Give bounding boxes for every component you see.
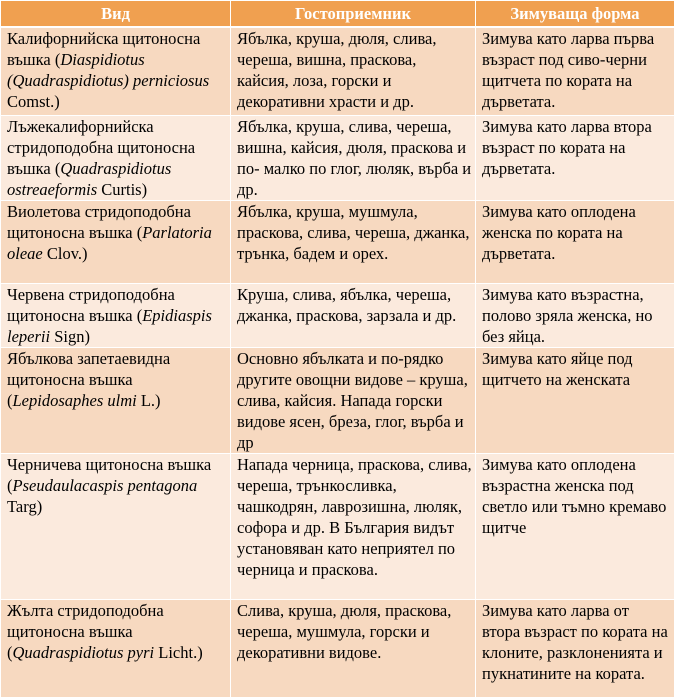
latin-name: Epidiaspis leperii (7, 306, 212, 346)
table-row (1, 453, 674, 599)
table-row (1, 200, 674, 283)
species-cell (1, 115, 231, 200)
overwintering-cell: Зимува като оплодена възрастна женска под светло или тъмно кремаво щитче (476, 453, 674, 599)
overwintering-cell: Зимува като ларва от втора възраст по кората на клоните, разклоненията и пукнатините на кората. (476, 599, 674, 697)
overwintering-cell: Зимува като ларва втора възраст по кората на дърветата. (476, 115, 674, 200)
species-cell (1, 347, 231, 453)
species-cell (1, 453, 231, 599)
latin-name: Parlatoria oleae (7, 223, 212, 263)
table-row (1, 27, 674, 115)
species-name: Ябълкова запетаевидна щитоносна въшка ( (7, 349, 170, 410)
species-name: Виолетова стридоподобна щитоносна въшка ( (7, 202, 191, 242)
host-cell: Круша, слива, ябълка, череша, джанка, праскова, зарзала и др. (231, 283, 476, 347)
species-name: Червена стридоподобна щитоносна въшка ( (7, 285, 175, 325)
species-name: Лъжекалифорнийска стридоподобна щитоносна въшка ( (7, 117, 195, 178)
host-cell: Слива, круша, дюля, праскова, череша, мушмула, горски и декоративни видове. (231, 599, 476, 697)
latin-name: Diaspidiotus (Quadraspidiotus) perniciosus (7, 50, 209, 90)
species-cell (1, 599, 231, 697)
species-cell (1, 283, 231, 347)
latin-name: Lepidosaphes ulmi (13, 391, 137, 410)
species-name: Черничева щитоносна въшка ( (7, 455, 211, 495)
table-row (1, 283, 674, 347)
host-cell: Ябълка, круша, мушмула, праскова, слива, череша, джанка, трънка, бадем и орех. (231, 200, 476, 283)
species-cell (1, 200, 231, 283)
host-cell: Напада черница, праскова, слива, череша, трънкосливка, чашкодрян, лаврозишна, люляк, софора и др. В България видът установяван като неприятел по черница и праскова. (231, 453, 476, 599)
header-species: Вид (1, 1, 231, 28)
author-name: Curtis) (97, 180, 147, 199)
host-cell: Основно ябълката и по-рядко другите овощни видове – круша, слива, кайсия. Напада горски видове ясен, бреза, глог, върба и др (231, 347, 476, 453)
overwintering-cell: Зимува като оплодена женска по кората на дърветата. (476, 200, 674, 283)
host-cell: Ябълка, круша, дюля, слива, череша, вишна, праскова, кайсия, лоза, горски и декоративни храсти и др. (231, 27, 476, 115)
author-name: Sign) (50, 327, 90, 346)
header-host: Гостоприемник (231, 1, 476, 28)
table-header (1, 1, 674, 28)
latin-name: Quadraspidiotus pyri (13, 643, 155, 662)
species-name: Калифорнийска щитоносна въшка ( (7, 29, 200, 69)
table-row (1, 599, 674, 697)
latin-name: Pseudaulacaspis pentagona (13, 476, 198, 495)
author-name: Targ) (7, 497, 42, 516)
species-cell (1, 27, 231, 115)
header-row (1, 1, 674, 28)
author-name: L.) (137, 391, 161, 410)
author-name: Licht.) (154, 643, 203, 662)
table-body (1, 27, 674, 697)
species-name: Жълта стридоподобна щитоносна въшка ( (7, 601, 164, 662)
author-name: Clov.) (43, 244, 88, 263)
overwintering-cell: Зимува като ларва първа възраст под сиво-черни щитчета по кората на дърветата. (476, 27, 674, 115)
host-cell: Ябълка, круша, слива, череша, вишна, кайсия, дюля, праскова и по- малко по глог, люляк, върба и др. (231, 115, 476, 200)
table-row (1, 347, 674, 453)
table-row (1, 115, 674, 200)
overwintering-cell: Зимува като яйце под щитчето на женската (476, 347, 674, 453)
latin-name: Quadraspidiotus ostreaeformis (7, 159, 171, 199)
author-name: Comst.) (7, 92, 60, 111)
overwintering-cell: Зимува като възрастна, полово зряла женска, но без яйца. (476, 283, 674, 347)
header-overwintering: Зимуваща форма (476, 1, 674, 28)
